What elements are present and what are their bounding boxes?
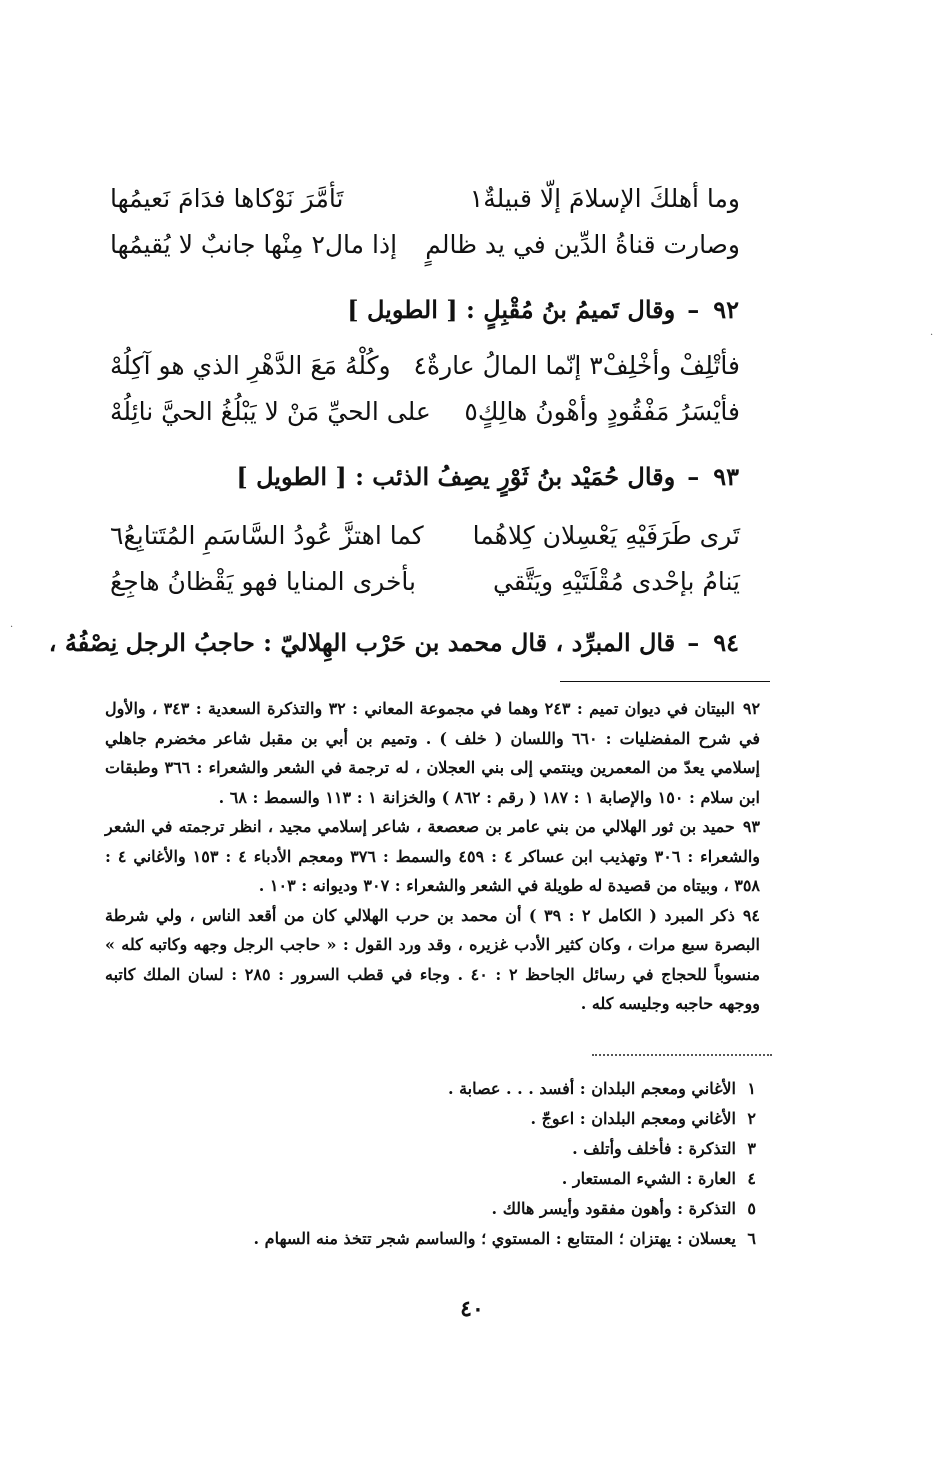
entry-number: ٩٢ [713, 295, 739, 324]
scan-speck: · [10, 622, 14, 633]
footnote-number: ٥ [747, 1199, 756, 1218]
commentary-number: ٩٣ [742, 817, 760, 836]
verse-line [110, 183, 740, 215]
footnote-text: التذكرة : وأهون مفقود وأيسر هالك . [491, 1199, 736, 1218]
entry-heading-text: وقال تَميمُ بنُ مُقْبِلٍ : [ الطويل ] [347, 295, 676, 324]
commentary-note-93 [105, 812, 760, 901]
verse-second-hemistich: كما اهتزَّ عُودُ السَّاسَمِ المُتَتابِعُ٦ [110, 521, 424, 550]
footnote-item [254, 1074, 756, 1104]
entry-number: ٩٣ [713, 462, 739, 491]
footnote-text: العارة : الشيء المستعار . [561, 1169, 736, 1188]
footnote-text: الأغاني ومعجم البلدان : أفسد . . . عصابة . [447, 1079, 736, 1098]
footnote-text: يعسلان : يهتزان ؛ المتتابع : المستوي ؛ والساسم شجر تتخذ منه السهام . [253, 1229, 736, 1248]
footnote-item [254, 1134, 756, 1164]
dash: – [687, 628, 700, 657]
verse-line [110, 229, 740, 261]
verse-second-hemistich: وكُلْهُ مَعَ الدَّهْرِ الذي هو آكِلُهْ [110, 351, 391, 380]
footnote-text: التذكرة : فأخلف وأتلف . [572, 1139, 736, 1158]
verse-first-hemistich: فأتْلِفْ وأخْلِفْ٣ إنّما المالُ عارةٌ٤ [413, 351, 740, 380]
verse-line [110, 396, 740, 428]
entry-heading-93 [236, 462, 739, 491]
commentary-text: البيتان في ديوان تميم : ٢٤٣ وهما في مجموعة المعاني : ٣٢ والتذكرة السعدية : ٣٤٣ ، والأول في شرح المفضليات : ٦٦٠ واللسان ( خلف ) . وتميم بن أبي بن مقبل شاعر مخضرم جاهلي إسلامي يعدّ من المعمرين وينتمي إلى بني العجلان ، له ترجمة في الشعر والشعراء : ٣٦٦ وطبقات ابن سلام : ١٥٠ والإصابة ١ : ١٨٧ ( رقم : ٨٦٢ ) والخزانة ١ : ١١٣ والسمط : ٦٨ . [105, 699, 761, 807]
verse-second-hemistich: إذا مال٢ مِنْها جانبٌ لا يُقيمُها [110, 230, 398, 259]
commentary-number: ٩٢ [742, 699, 761, 718]
verse-first-hemistich: وما أهلكَ الإسلامَ إلّا قبيلةٌ١ [469, 184, 740, 213]
footnote-item [254, 1224, 756, 1254]
verse-second-hemistich: على الحيِّ مَنْ لا يَبْلُغُ الحيَّ نائِلُهْ [110, 397, 431, 426]
footnote-number: ٤ [747, 1169, 756, 1188]
page-number: ٤٠ [460, 1296, 484, 1322]
commentary-number: ٩٤ [742, 905, 761, 925]
entry-number: ٩٤ [713, 628, 739, 657]
commentary-section [105, 694, 760, 1019]
dash: – [687, 462, 700, 491]
commentary-separator [560, 681, 770, 682]
verse-first-hemistich: يَنامُ بإحْدى مُقْلَتَيْهِ ويَتَّقي [492, 567, 740, 596]
footnote-item [254, 1104, 756, 1134]
verse-line [110, 350, 740, 382]
dash: – [687, 295, 700, 324]
poem-verses-93 [110, 520, 740, 612]
entry-heading-text: قال المبرِّد ، قال محمد بن حَرْب الهِلاليّ : حاجبُ الرجل نِصْفُهُ ، [48, 628, 676, 657]
footnote-number: ٣ [747, 1139, 756, 1158]
poem-verses-92 [110, 350, 740, 442]
footnote-item [254, 1164, 756, 1194]
footnote-text: الأغاني ومعجم البلدان : اعوجّ . [530, 1109, 736, 1128]
commentary-note-94 [105, 901, 760, 1019]
scan-speck: · [930, 330, 934, 341]
verse-first-hemistich: فأيْسَرُ مَفْقُودٍ وأهْونُ هالِكٍ٥ [464, 397, 740, 426]
poem-verses-1 [110, 183, 740, 275]
footnote-separator [592, 1054, 772, 1056]
commentary-text: حميد بن ثور الهلالي من بني عامر بن صعصعة ، شاعر إسلامي مجيد ، انظر ترجمته في الشعر والشعراء : ٣٠٦ وتهذيب ابن عساكر ٤ : ٤٥٩ والسمط : ٣٧٦ ومعجم الأدباء ٤ : ١٥٣ والأغاني ٤ : ٣٥٨ ، وبيتاه من قصيدة له طويلة في الشعر والشعراء : ٣٠٧ وديوانه : ١٠٣ . [105, 817, 761, 895]
footnote-number: ١ [747, 1079, 756, 1098]
verse-first-hemistich: وصارت قناةُ الدِّين في يد ظالمٍ [425, 230, 740, 259]
entry-heading-text: وقال حُمَيْد بنُ ثَوْرٍ يصِفُ الذئب : [ الطويل ] [236, 462, 676, 491]
verse-first-hemistich: تَرى طَرَفَيْهِ يَعْسِلان كِلاهُما [472, 521, 740, 550]
footnote-number: ٦ [747, 1229, 756, 1248]
commentary-text: ذكر المبرد ( الكامل ٢ : ٣٩ ) أن محمد بن حرب الهلالي كان من أقعد الناس ، ولي شرطة البصرة سبع مرات ، وكان كثير الأدب غزيره ، وقد ورد القول : « حاجب الرجل وجهه وكاتبه كله » منسوباً للحجاج في رسائل الجاحظ ٢ : ٤٠ . وجاء في قطب السرور : ٢٨٥ : لسان الملك كاتبه ووجهه حاجبه وجليسه كله . [105, 905, 761, 1013]
footnote-item [254, 1194, 756, 1224]
verse-line [110, 520, 740, 552]
commentary-note-92 [105, 694, 760, 812]
entry-heading-92 [347, 295, 739, 324]
verse-second-hemistich: تَأمَّرَ نَوْكاها فدَامَ نَعيمُها [110, 184, 344, 213]
verse-second-hemistich: بأخرى المنايا فهو يَقْظانُ هاجِعُ [110, 567, 416, 596]
footnotes-section [254, 1074, 756, 1254]
verse-line [110, 566, 740, 598]
footnote-number: ٢ [747, 1109, 756, 1128]
entry-heading-94 [49, 628, 739, 657]
